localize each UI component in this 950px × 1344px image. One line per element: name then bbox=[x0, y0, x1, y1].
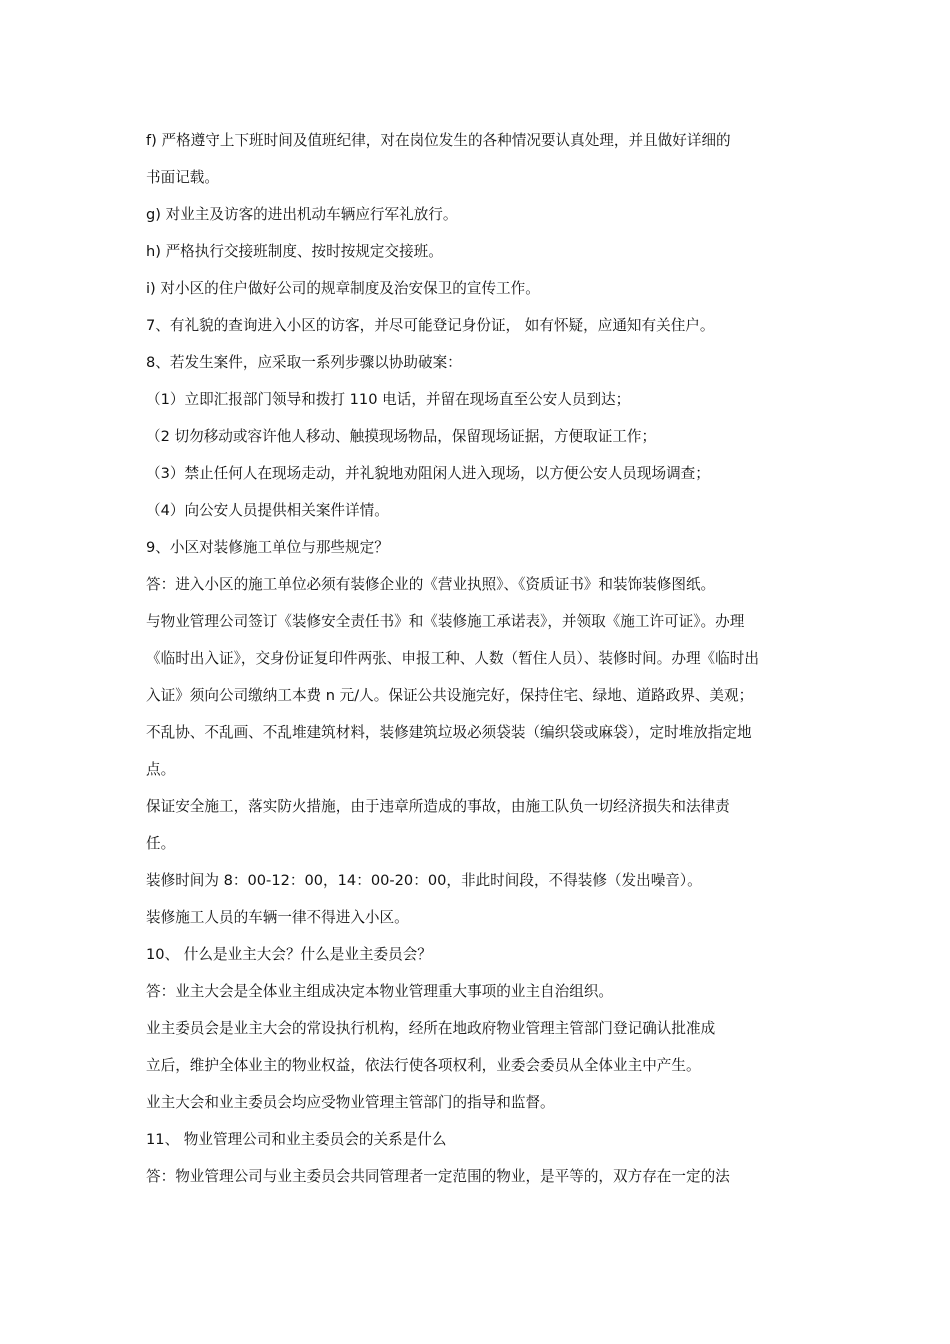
text-line: 入证》须向公司缴纳工本费 n 元/人。保证公共设施完好，保持住宅、绿地、道路政界、美观； bbox=[146, 687, 754, 704]
text-line: g) 对业主及访客的进出机动车辆应行军礼放行。 bbox=[146, 206, 458, 223]
text-line: 11、 物业管理公司和业主委员会的关系是什么 bbox=[146, 1131, 447, 1148]
text-line: 答：物业管理公司与业主委员会共同管理者一定范围的物业，是平等的，双方存在一定的法 bbox=[146, 1168, 730, 1185]
text-line: 装修时间为 8：00-12：00，14：00-20：00，非此时间段，不得装修（发出噪音）。 bbox=[146, 872, 702, 889]
text-line: （2 切勿移动或容许他人移动、触摸现场物品，保留现场证据，方便取证工作； bbox=[146, 428, 657, 445]
text-line: （4）向公安人员提供相关案件详情。 bbox=[146, 502, 389, 519]
text-line: 答：业主大会是全体业主组成决定本物业管理重大事项的业主自治组织。 bbox=[146, 983, 614, 1000]
text-line: 装修施工人员的车辆一律不得进入小区。 bbox=[146, 909, 409, 926]
text-line: 不乱协、不乱画、不乱堆建筑材料，装修建筑垃圾必须袋装（编织袋或麻袋），定时堆放指定地 bbox=[146, 724, 752, 741]
text-line: 业主委员会是业主大会的常设执行机构，经所在地政府物业管理主管部门登记确认批准成 bbox=[146, 1020, 716, 1037]
text-line: 7、有礼貌的查询进入小区的访客，并尽可能登记身份证， 如有怀疑，应通知有关住户。 bbox=[146, 317, 715, 334]
document-body bbox=[146, 122, 811, 1195]
text-line: 任。 bbox=[146, 835, 176, 852]
text-line: 答：进入小区的施工单位必须有装修企业的《营业执照》、《资质证书》和装饰装修图纸。 bbox=[146, 576, 716, 593]
text-line: i) 对小区的住户做好公司的规章制度及治安保卫的宣传工作。 bbox=[146, 280, 540, 297]
text-line: 书面记载。 bbox=[146, 169, 219, 186]
text-line: （1）立即汇报部门领导和拨打 110 电话，并留在现场直至公安人员到达； bbox=[146, 391, 631, 408]
text-line: 点。 bbox=[146, 761, 176, 778]
text-line: 业主大会和业主委员会均应受物业管理主管部门的指导和监督。 bbox=[146, 1094, 555, 1111]
text-line: f) 严格遵守上下班时间及值班纪律，对在岗位发生的各种情况要认真处理，并且做好详细的 bbox=[146, 132, 731, 149]
text-line: 保证安全施工，落实防火措施，由于违章所造成的事故，由施工队负一切经济损失和法律责 bbox=[146, 798, 730, 815]
text-line: 8、若发生案件，应采取一系列步骤以协助破案： bbox=[146, 354, 462, 371]
text-line: 立后，维护全体业主的物业权益，依法行使各项权利，业委会委员从全体业主中产生。 bbox=[146, 1057, 701, 1074]
text-line: 《临时出入证》，交身份证复印件两张、申报工种、人数（暂住人员）、装修时间。办理《临时出 bbox=[146, 650, 759, 667]
text-line: h) 严格执行交接班制度、按时按规定交接班。 bbox=[146, 243, 443, 260]
text-line: 10、 什么是业主大会？什么是业主委员会？ bbox=[146, 946, 432, 963]
text-line: （3）禁止任何人在现场走动，并礼貌地劝阻闲人进入现场，以方便公安人员现场调查； bbox=[146, 465, 710, 482]
text-line: 与物业管理公司签订《装修安全责任书》和《装修施工承诺表》，并领取《施工许可证》。办理 bbox=[146, 613, 745, 630]
text-line: 9、小区对装修施工单位与那些规定？ bbox=[146, 539, 389, 556]
